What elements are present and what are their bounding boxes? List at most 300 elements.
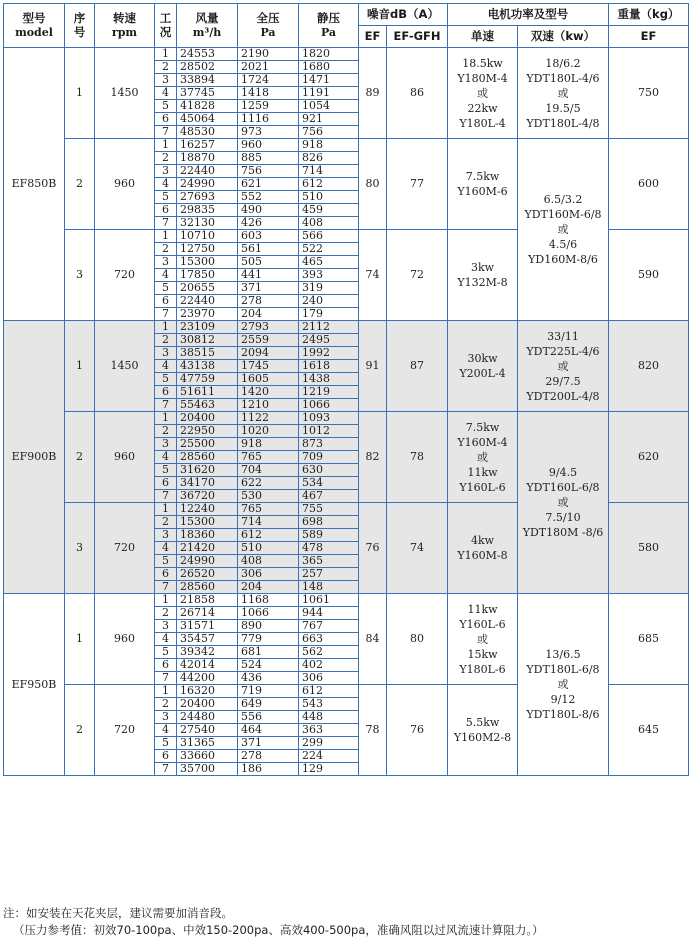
airflow-value: 21858 (177, 594, 238, 607)
noise-efgfh: 74 (387, 503, 448, 594)
total-pressure-value: 306 (238, 568, 299, 581)
condition-number: 5 (155, 100, 177, 113)
motor-line: 或 (557, 678, 569, 691)
static-pressure-value: 1820 (299, 48, 359, 61)
static-pressure-value: 826 (299, 152, 359, 165)
static-pressure-value: 873 (299, 438, 359, 451)
airflow-value: 28502 (177, 61, 238, 74)
model-block (4, 594, 689, 776)
motor-line: YDT180M -8/6 (522, 526, 604, 539)
static-pressure-value: 306 (299, 672, 359, 685)
airflow-value: 35700 (177, 763, 238, 776)
static-pressure-value: 402 (299, 659, 359, 672)
airflow-value: 27540 (177, 724, 238, 737)
condition-number: 2 (155, 243, 177, 256)
total-pressure-value: 371 (238, 282, 299, 295)
table-row (4, 594, 689, 607)
static-pressure-value: 755 (299, 503, 359, 516)
condition-number: 3 (155, 347, 177, 360)
condition-number: 5 (155, 373, 177, 386)
motor-line: 30kw (467, 352, 498, 365)
airflow-value: 36720 (177, 490, 238, 503)
motor-line: 或 (557, 86, 569, 100)
motor-line: YDT225L-4/6 (526, 344, 600, 358)
header-airflow: 风量 m³/h (177, 4, 238, 48)
noise-efgfh: 76 (387, 685, 448, 776)
total-pressure-value: 765 (238, 451, 299, 464)
noise-efgfh: 78 (387, 412, 448, 503)
noise-ef: 91 (359, 321, 387, 412)
total-pressure-value: 765 (238, 503, 299, 516)
condition-number: 1 (155, 321, 177, 334)
motor-line: 11kw (467, 465, 498, 479)
airflow-value: 17850 (177, 269, 238, 282)
motor-line: 33/11 (547, 329, 579, 343)
airflow-value: 48530 (177, 126, 238, 139)
motor-single (448, 685, 518, 776)
total-pressure-value: 441 (238, 269, 299, 282)
condition-number: 6 (155, 477, 177, 490)
total-pressure-value: 714 (238, 516, 299, 529)
condition-number: 5 (155, 191, 177, 204)
static-pressure-value: 148 (299, 581, 359, 594)
motor-line: Y160L-6 (459, 480, 506, 494)
static-pressure-value: 408 (299, 217, 359, 230)
airflow-value: 47759 (177, 373, 238, 386)
total-pressure-value: 1116 (238, 113, 299, 126)
static-pressure-value: 522 (299, 243, 359, 256)
fan-spec-table (3, 3, 689, 776)
noise-efgfh: 80 (387, 594, 448, 685)
noise-ef: 84 (359, 594, 387, 685)
condition-number: 7 (155, 581, 177, 594)
condition-number: 6 (155, 568, 177, 581)
static-pressure-value: 1012 (299, 425, 359, 438)
static-pressure-value: 1471 (299, 74, 359, 87)
motor-line: 18.5kw (462, 56, 503, 70)
static-pressure-value: 465 (299, 256, 359, 269)
motor-line: 或 (477, 86, 488, 100)
motor-line: YD160M-8/6 (528, 253, 598, 266)
motor-line: 5.5kw (465, 716, 500, 729)
airflow-value: 34170 (177, 477, 238, 490)
airflow-value: 25500 (177, 438, 238, 451)
airflow-value: 24553 (177, 48, 238, 61)
airflow-value: 43138 (177, 360, 238, 373)
static-pressure-value: 478 (299, 542, 359, 555)
condition-number: 5 (155, 555, 177, 568)
noise-efgfh: 87 (387, 321, 448, 412)
motor-line: 4kw (470, 534, 495, 547)
total-pressure-value: 561 (238, 243, 299, 256)
static-pressure-value: 224 (299, 750, 359, 763)
condition-number: 1 (155, 139, 177, 152)
total-pressure-value: 524 (238, 659, 299, 672)
airflow-value: 22440 (177, 165, 238, 178)
total-pressure-value: 649 (238, 698, 299, 711)
total-pressure-value: 1210 (238, 399, 299, 412)
motor-line: 18/6.2 (545, 56, 581, 70)
static-pressure-value: 709 (299, 451, 359, 464)
noise-ef: 74 (359, 230, 387, 321)
motor-single (448, 230, 518, 321)
model-name: EF950B (4, 594, 65, 776)
airflow-value: 24990 (177, 178, 238, 191)
condition-number: 6 (155, 386, 177, 399)
static-pressure-value: 944 (299, 607, 359, 620)
header-motor: 电机功率及型号 (448, 4, 609, 26)
motor-line: YDT160L-6/8 (526, 481, 600, 494)
static-pressure-value: 1992 (299, 347, 359, 360)
condition-number: 4 (155, 724, 177, 737)
condition-number: 2 (155, 152, 177, 165)
motor-line: YDT180L-4/8 (526, 116, 600, 130)
total-pressure-value: 704 (238, 464, 299, 477)
condition-number: 2 (155, 516, 177, 529)
total-pressure-value: 1724 (238, 74, 299, 87)
airflow-value: 28560 (177, 581, 238, 594)
airflow-value: 39342 (177, 646, 238, 659)
noise-ef: 76 (359, 503, 387, 594)
static-pressure-value: 1066 (299, 399, 359, 412)
total-pressure-value: 2793 (238, 321, 299, 334)
airflow-value: 10710 (177, 230, 238, 243)
condition-number: 2 (155, 61, 177, 74)
airflow-value: 18870 (177, 152, 238, 165)
static-pressure-value: 921 (299, 113, 359, 126)
static-pressure-value: 1054 (299, 100, 359, 113)
noise-ef: 78 (359, 685, 387, 776)
motor-line: 或 (557, 496, 569, 509)
motor-line: 或 (557, 359, 569, 373)
total-pressure-value: 278 (238, 295, 299, 308)
static-pressure-value: 240 (299, 295, 359, 308)
noise-efgfh: 72 (387, 230, 448, 321)
header-noise: 噪音dB（A） (359, 4, 448, 26)
airflow-value: 21420 (177, 542, 238, 555)
weight-value: 820 (609, 321, 689, 412)
motor-line: YDT180L-8/6 (526, 708, 600, 721)
airflow-value: 31571 (177, 620, 238, 633)
condition-number: 1 (155, 594, 177, 607)
static-pressure-value: 534 (299, 477, 359, 490)
static-pressure-value: 319 (299, 282, 359, 295)
condition-number: 6 (155, 659, 177, 672)
weight-value: 620 (609, 412, 689, 503)
static-pressure-value: 1680 (299, 61, 359, 74)
condition-number: 2 (155, 698, 177, 711)
motor-line: Y132M-8 (457, 276, 508, 289)
condition-number: 5 (155, 646, 177, 659)
noise-ef: 82 (359, 412, 387, 503)
static-pressure-value: 393 (299, 269, 359, 282)
static-pressure-value: 129 (299, 763, 359, 776)
header-noise-ef: EF (359, 26, 387, 48)
motor-line: Y160M-6 (457, 185, 508, 198)
airflow-value: 45064 (177, 113, 238, 126)
seq-number: 2 (65, 412, 95, 503)
total-pressure-value: 426 (238, 217, 299, 230)
total-pressure-value: 890 (238, 620, 299, 633)
condition-number: 7 (155, 763, 177, 776)
header-model: 型号 model (4, 4, 65, 48)
condition-number: 4 (155, 178, 177, 191)
airflow-value: 12750 (177, 243, 238, 256)
note-line: 注：如安装在天花夹层，建议需要加消音段。 (3, 906, 233, 920)
condition-number: 1 (155, 48, 177, 61)
total-pressure-value: 464 (238, 724, 299, 737)
airflow-value: 18360 (177, 529, 238, 542)
airflow-value: 35457 (177, 633, 238, 646)
static-pressure-value: 1061 (299, 594, 359, 607)
airflow-value: 55463 (177, 399, 238, 412)
motor-line: Y180L-4 (459, 116, 506, 130)
header-speed: 转速 rpm (95, 4, 155, 48)
seq-number: 3 (65, 503, 95, 594)
airflow-value: 31620 (177, 464, 238, 477)
weight-value: 750 (609, 48, 689, 139)
static-pressure-value: 179 (299, 308, 359, 321)
condition-number: 6 (155, 750, 177, 763)
airflow-value: 41828 (177, 100, 238, 113)
condition-number: 7 (155, 672, 177, 685)
condition-number: 3 (155, 711, 177, 724)
header-noise-efgfh: EF-GFH (387, 26, 448, 48)
static-pressure-value: 562 (299, 646, 359, 659)
noise-efgfh: 77 (387, 139, 448, 230)
total-pressure-value: 960 (238, 139, 299, 152)
airflow-value: 20400 (177, 698, 238, 711)
motor-line: 19.5/5 (545, 101, 581, 115)
condition-number: 1 (155, 685, 177, 698)
model-name: EF850B (4, 48, 65, 321)
airflow-value: 24990 (177, 555, 238, 568)
motor-single (448, 321, 518, 412)
condition-number: 7 (155, 399, 177, 412)
static-pressure-value: 1219 (299, 386, 359, 399)
total-pressure-value: 612 (238, 529, 299, 542)
total-pressure-value: 2021 (238, 61, 299, 74)
total-pressure-value: 1745 (238, 360, 299, 373)
total-pressure-value: 2094 (238, 347, 299, 360)
weight-value: 600 (609, 139, 689, 230)
static-pressure-value: 448 (299, 711, 359, 724)
condition-number: 4 (155, 269, 177, 282)
condition-number: 3 (155, 74, 177, 87)
total-pressure-value: 408 (238, 555, 299, 568)
header-weight-ef: EF (609, 26, 689, 48)
condition-number: 3 (155, 620, 177, 633)
motor-line: 13/6.5 (545, 648, 581, 661)
total-pressure-value: 603 (238, 230, 299, 243)
condition-number: 5 (155, 737, 177, 750)
notes (3, 905, 687, 939)
header-weight: 重量（kg） (609, 4, 689, 26)
motor-line: 7.5/10 (545, 511, 581, 524)
total-pressure-value: 1420 (238, 386, 299, 399)
static-pressure-value: 756 (299, 126, 359, 139)
condition-number: 4 (155, 633, 177, 646)
motor-single (448, 412, 518, 503)
motor-dual (518, 139, 609, 321)
note-line: （压力参考值：初效70-100pa、中效150-200pa、高效400-500pa，准确风阻以过风流速计算阻力。） (13, 923, 544, 937)
total-pressure-value: 918 (238, 438, 299, 451)
motor-line: 3kw (470, 261, 495, 274)
motor-line: 7.5kw (465, 170, 500, 183)
condition-number: 6 (155, 204, 177, 217)
motor-line: 9/12 (550, 693, 576, 706)
total-pressure-value: 1020 (238, 425, 299, 438)
total-pressure-value: 1418 (238, 87, 299, 100)
total-pressure-value: 1259 (238, 100, 299, 113)
airflow-value: 38515 (177, 347, 238, 360)
motor-line: YDT180L-6/8 (526, 663, 600, 676)
static-pressure-value: 2495 (299, 334, 359, 347)
total-pressure-value: 1122 (238, 412, 299, 425)
motor-line: 或 (557, 223, 569, 236)
static-pressure-value: 566 (299, 230, 359, 243)
condition-number: 7 (155, 490, 177, 503)
condition-number: 7 (155, 308, 177, 321)
total-pressure-value: 204 (238, 308, 299, 321)
static-pressure-value: 918 (299, 139, 359, 152)
motor-line: 22kw (467, 101, 498, 115)
static-pressure-value: 365 (299, 555, 359, 568)
header-seq: 序 号 (65, 4, 95, 48)
seq-number: 1 (65, 321, 95, 412)
total-pressure-value: 621 (238, 178, 299, 191)
header-static-pressure: 静压 Pa (299, 4, 359, 48)
condition-number: 2 (155, 334, 177, 347)
condition-number: 1 (155, 412, 177, 425)
motor-single (448, 594, 518, 685)
motor-single (448, 503, 518, 594)
weight-value: 645 (609, 685, 689, 776)
motor-line: YDT180L-4/6 (526, 71, 600, 85)
condition-number: 4 (155, 87, 177, 100)
total-pressure-value: 1168 (238, 594, 299, 607)
motor-line: 29/7.5 (545, 374, 581, 388)
static-pressure-value: 543 (299, 698, 359, 711)
static-pressure-value: 714 (299, 165, 359, 178)
condition-number: 3 (155, 256, 177, 269)
motor-line: 15kw (467, 647, 498, 661)
speed-rpm: 1450 (95, 321, 155, 412)
airflow-value: 16257 (177, 139, 238, 152)
model-block (4, 48, 689, 321)
static-pressure-value: 459 (299, 204, 359, 217)
static-pressure-value: 2112 (299, 321, 359, 334)
condition-number: 7 (155, 217, 177, 230)
total-pressure-value: 756 (238, 165, 299, 178)
condition-number: 7 (155, 126, 177, 139)
airflow-value: 51611 (177, 386, 238, 399)
airflow-value: 29835 (177, 204, 238, 217)
condition-number: 5 (155, 464, 177, 477)
seq-number: 2 (65, 685, 95, 776)
condition-number: 3 (155, 438, 177, 451)
model-name: EF900B (4, 321, 65, 594)
header-total-pressure: 全压 Pa (238, 4, 299, 48)
condition-number: 5 (155, 282, 177, 295)
airflow-value: 32130 (177, 217, 238, 230)
motor-line: Y160M-8 (457, 549, 508, 562)
total-pressure-value: 552 (238, 191, 299, 204)
total-pressure-value: 1066 (238, 607, 299, 620)
airflow-value: 33660 (177, 750, 238, 763)
motor-line: 或 (477, 632, 488, 646)
header-condition: 工 况 (155, 4, 177, 48)
condition-number: 1 (155, 503, 177, 516)
total-pressure-value: 278 (238, 750, 299, 763)
header-motor-single: 单速 (448, 26, 518, 48)
static-pressure-value: 612 (299, 685, 359, 698)
total-pressure-value: 371 (238, 737, 299, 750)
noise-ef: 80 (359, 139, 387, 230)
seq-number: 2 (65, 139, 95, 230)
table-row (4, 48, 689, 61)
motor-dual (518, 48, 609, 139)
static-pressure-value: 767 (299, 620, 359, 633)
total-pressure-value: 622 (238, 477, 299, 490)
condition-number: 2 (155, 425, 177, 438)
speed-rpm: 960 (95, 594, 155, 685)
motor-line: 7.5kw (465, 420, 500, 434)
static-pressure-value: 299 (299, 737, 359, 750)
airflow-value: 26714 (177, 607, 238, 620)
static-pressure-value: 363 (299, 724, 359, 737)
condition-number: 6 (155, 113, 177, 126)
motor-line: 11kw (467, 602, 498, 616)
airflow-value: 27693 (177, 191, 238, 204)
airflow-value: 15300 (177, 256, 238, 269)
motor-line: YDT160M-6/8 (524, 208, 602, 221)
airflow-value: 22950 (177, 425, 238, 438)
airflow-value: 23970 (177, 308, 238, 321)
seq-number: 3 (65, 230, 95, 321)
seq-number: 1 (65, 48, 95, 139)
total-pressure-value: 510 (238, 542, 299, 555)
total-pressure-value: 436 (238, 672, 299, 685)
motor-line: 6.5/3.2 (543, 193, 583, 206)
total-pressure-value: 2190 (238, 48, 299, 61)
static-pressure-value: 630 (299, 464, 359, 477)
motor-line: Y200L-4 (459, 367, 506, 380)
airflow-value: 44200 (177, 672, 238, 685)
motor-line: Y160L-6 (459, 617, 506, 631)
speed-rpm: 720 (95, 230, 155, 321)
static-pressure-value: 1093 (299, 412, 359, 425)
motor-dual (518, 412, 609, 594)
airflow-value: 30812 (177, 334, 238, 347)
motor-dual (518, 321, 609, 412)
total-pressure-value: 719 (238, 685, 299, 698)
airflow-value: 28560 (177, 451, 238, 464)
motor-line: Y160M-4 (457, 435, 508, 449)
header-motor-dual: 双速（kw） (518, 26, 609, 48)
table-row (4, 412, 689, 425)
condition-number: 2 (155, 607, 177, 620)
total-pressure-value: 505 (238, 256, 299, 269)
static-pressure-value: 589 (299, 529, 359, 542)
total-pressure-value: 681 (238, 646, 299, 659)
condition-number: 4 (155, 542, 177, 555)
motor-line: YDT200L-4/8 (526, 389, 600, 403)
motor-line: Y160M2-8 (453, 731, 512, 744)
total-pressure-value: 530 (238, 490, 299, 503)
airflow-value: 37745 (177, 87, 238, 100)
weight-value: 580 (609, 503, 689, 594)
